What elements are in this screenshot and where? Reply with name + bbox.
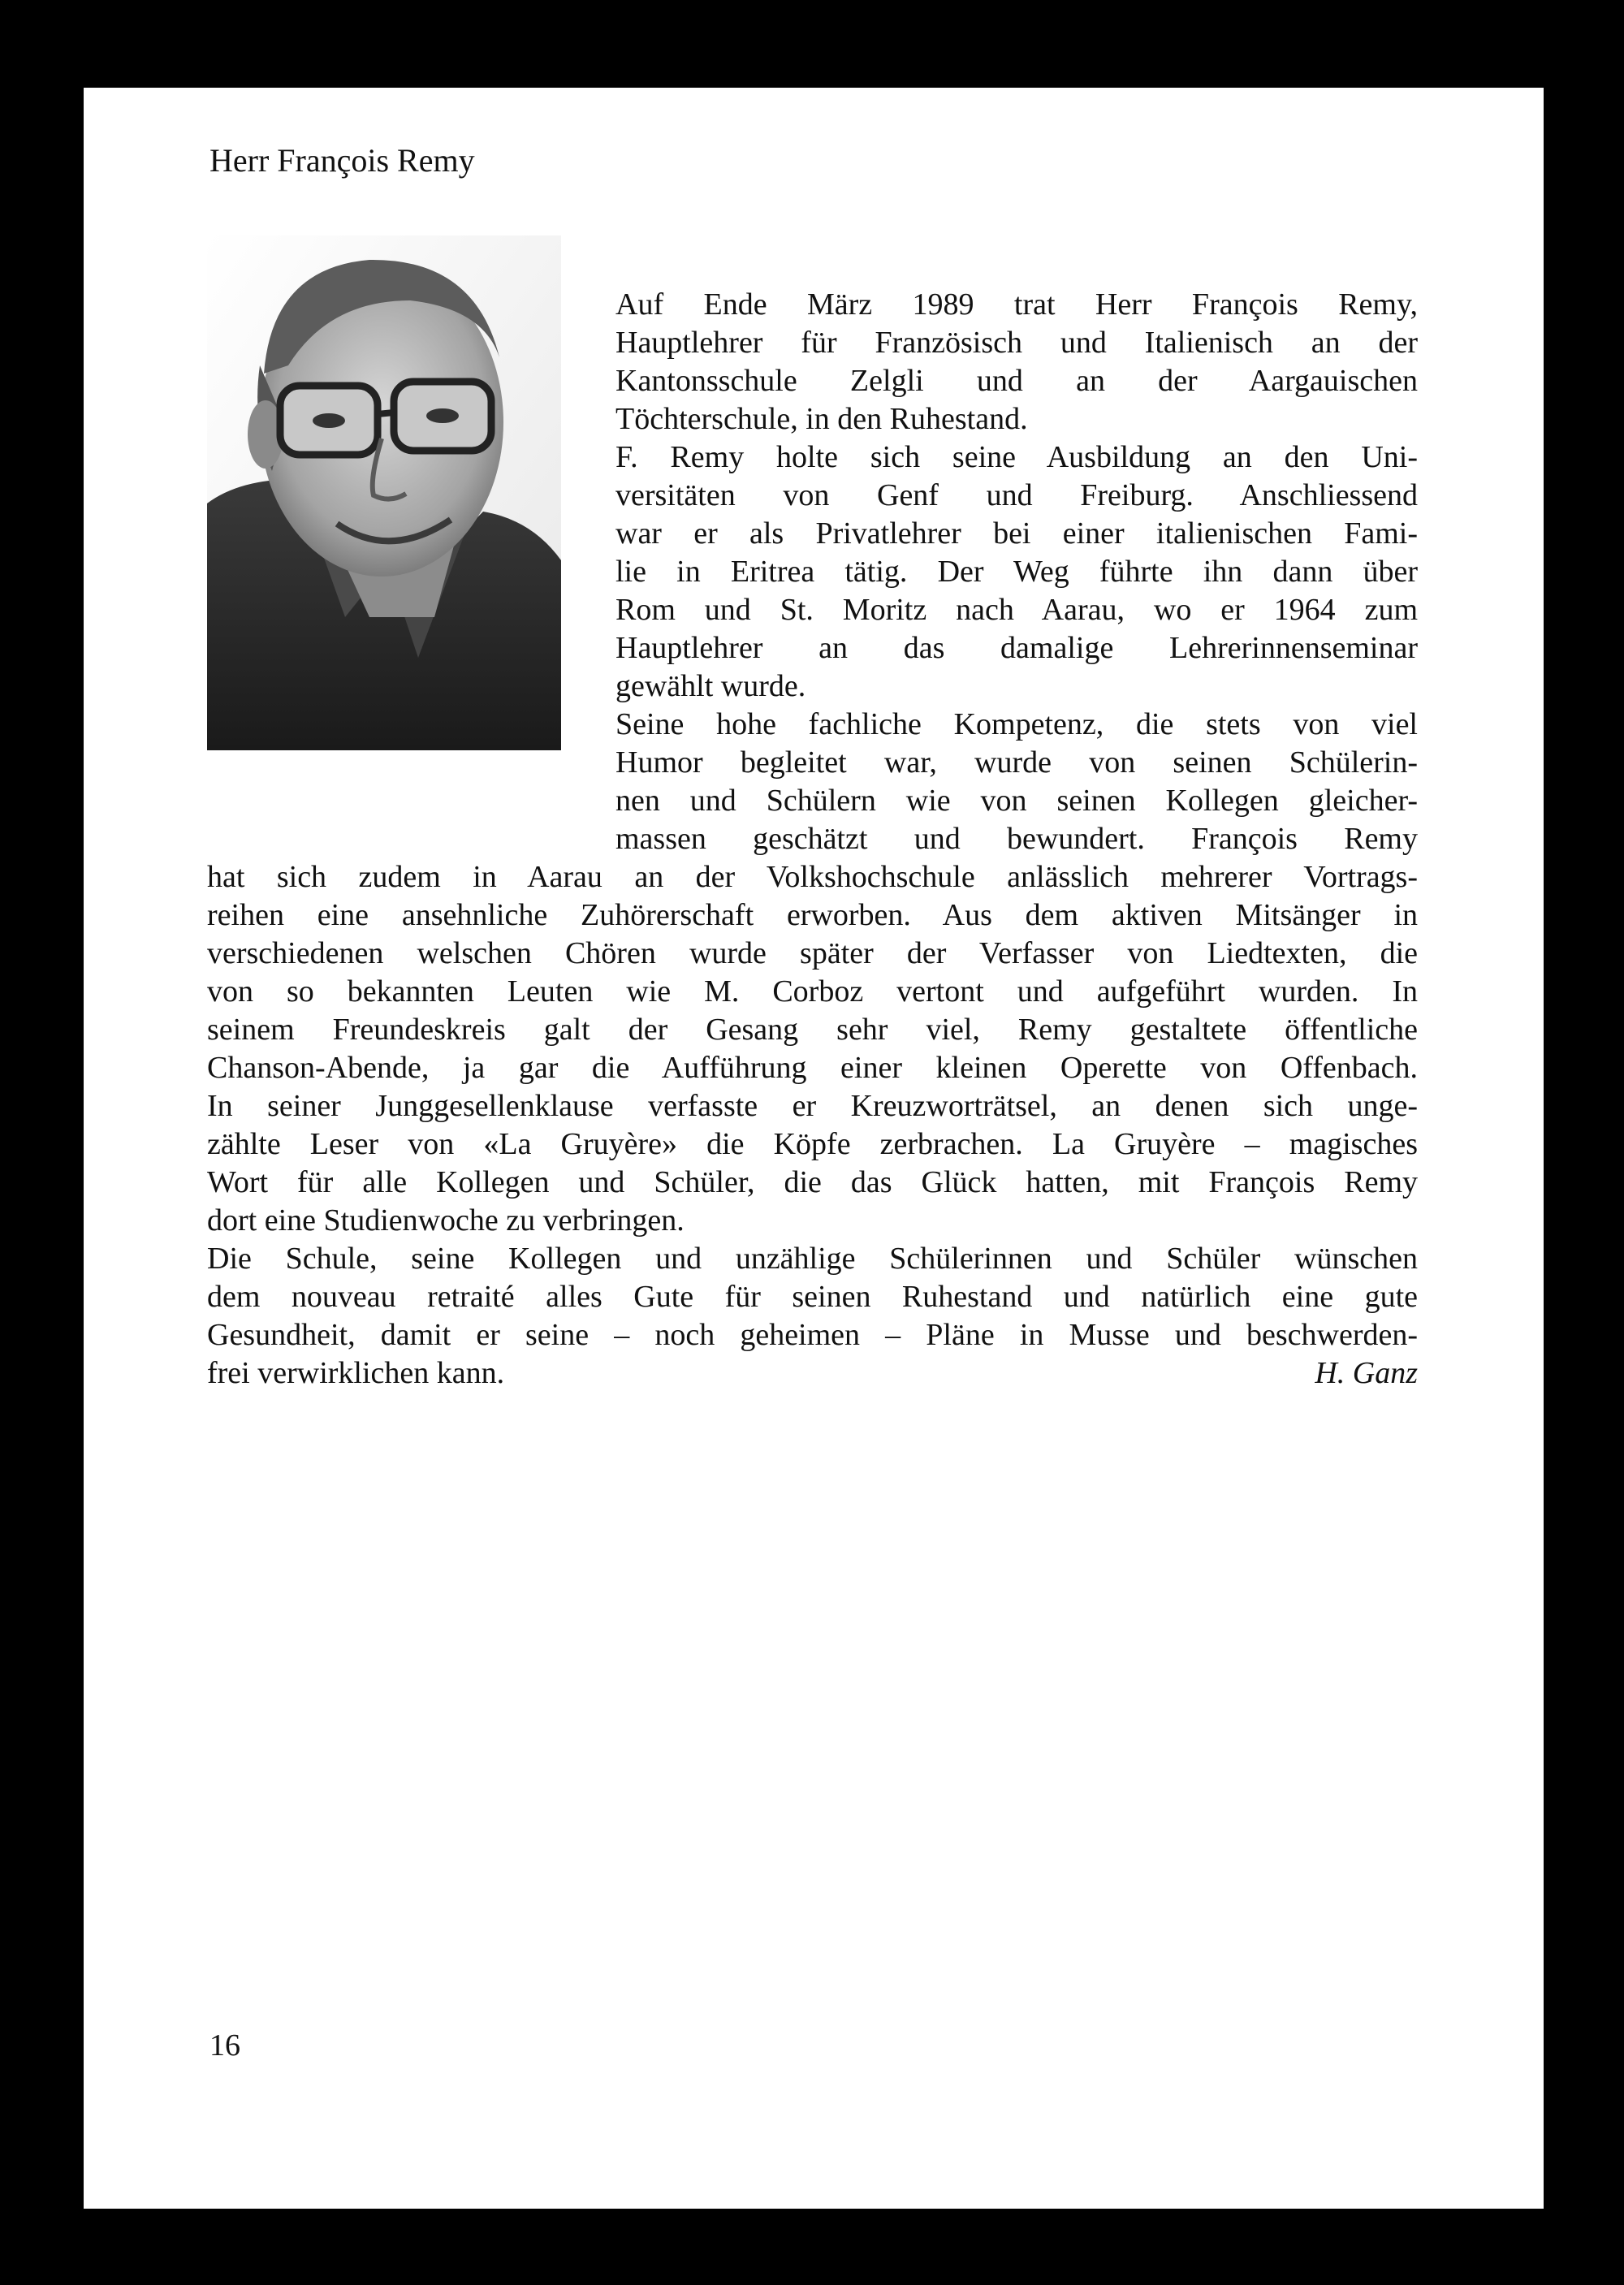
body-line: reihen eine ansehnliche Zuhörerschaft erworben. Aus dem aktiven Mitsänger in bbox=[207, 898, 1418, 932]
body-line: Auf Ende März 1989 trat Herr François Remy, bbox=[615, 287, 1418, 322]
body-line: dort eine Studienwoche zu verbringen. bbox=[207, 1203, 685, 1238]
body-line: nen und Schülern wie von seinen Kollegen gleicher- bbox=[615, 784, 1418, 818]
body-line: zählte Leser von «La Gruyère» die Köpfe zerbrachen. La Gruyère – magisches bbox=[207, 1127, 1418, 1161]
body-line: Hauptlehrer an das damalige Lehrerinnenseminar bbox=[615, 631, 1418, 665]
body-line: dem nouveau retraité alles Gute für seinen Ruhestand und natürlich eine gute bbox=[207, 1280, 1418, 1314]
body-line: war er als Privatlehrer bei einer italienischen Fami- bbox=[615, 516, 1418, 551]
body-line: Seine hohe fachliche Kompetenz, die stets von viel bbox=[615, 707, 1418, 741]
body-line: versitäten von Genf und Freiburg. Anschliessend bbox=[615, 478, 1418, 512]
body-line: In seiner Junggesellenklause verfasste er Kreuzworträtsel, an denen sich unge- bbox=[207, 1089, 1418, 1123]
body-line: Töchterschule, in den Ruhestand. bbox=[615, 402, 1028, 436]
body-line: F. Remy holte sich seine Ausbildung an den Uni- bbox=[615, 440, 1418, 474]
body-line: Die Schule, seine Kollegen und unzählige Schülerinnen und Schüler wünschen bbox=[207, 1242, 1418, 1276]
portrait-photo-icon bbox=[207, 235, 561, 750]
body-line: Wort für alle Kollegen und Schüler, die das Glück hatten, mit François Remy bbox=[207, 1165, 1418, 1199]
body-line: seinem Freundeskreis galt der Gesang sehr viel, Remy gestaltete öffentliche bbox=[207, 1013, 1418, 1047]
body-line: verschiedenen welschen Chören wurde später der Verfasser von Liedtexten, die bbox=[207, 936, 1418, 970]
article-title: Herr François Remy bbox=[209, 142, 475, 179]
body-line: massen geschätzt und bewundert. François Remy bbox=[615, 822, 1418, 856]
body-line: hat sich zudem in Aarau an der Volkshochschule anlässlich mehrerer Vortrags- bbox=[207, 860, 1418, 894]
portrait-photo bbox=[207, 235, 561, 750]
body-line: lie in Eritrea tätig. Der Weg führte ihn dann über bbox=[615, 555, 1418, 589]
body-line: gewählt wurde. bbox=[615, 669, 806, 703]
body-line: Kantonsschule Zelgli und an der Aargauischen bbox=[615, 364, 1418, 398]
body-line: Rom und St. Moritz nach Aarau, wo er 1964 zum bbox=[615, 593, 1418, 627]
body-line: Chanson-Abende, ja gar die Aufführung einer kleinen Operette von Offenbach. bbox=[207, 1051, 1418, 1085]
body-line: von so bekannten Leuten wie M. Corboz vertont und aufgeführt wurden. In bbox=[207, 974, 1418, 1009]
author-signature: H. Ganz bbox=[1315, 1356, 1418, 1390]
body-line: frei verwirklichen kann. bbox=[207, 1356, 505, 1390]
page-number: 16 bbox=[209, 2028, 240, 2063]
body-line: Hauptlehrer für Französisch und Italienisch an der bbox=[615, 326, 1418, 360]
body-line: Gesundheit, damit er seine – noch geheimen – Pläne in Musse und beschwerden- bbox=[207, 1318, 1418, 1352]
body-line: Humor begleitet war, wurde von seinen Schülerin- bbox=[615, 745, 1418, 780]
